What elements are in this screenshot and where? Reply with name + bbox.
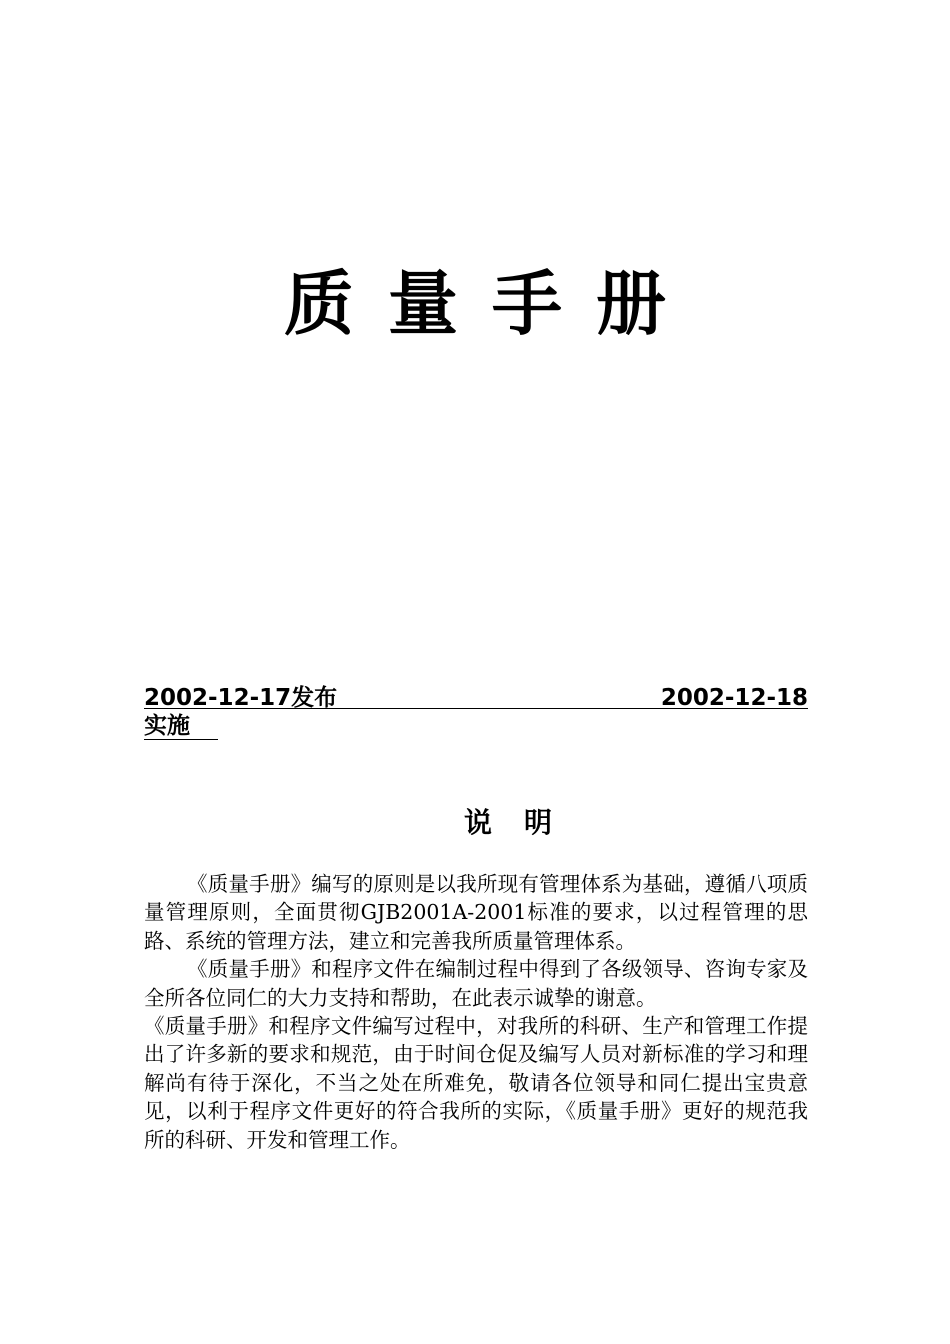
body-text	[144, 870, 808, 1154]
page-title	[0, 262, 950, 346]
heading-char: 明	[524, 806, 553, 839]
implement-date: 2002-12-18	[660, 685, 808, 711]
paragraph: 《质量手册》和程序文件在编制过程中得到了各级领导、咨询专家及全所各位同仁的大力支持和帮助，在此表示诚挚的谢意。	[144, 957, 808, 1010]
heading-char: 说	[463, 806, 492, 839]
publish-date: 2002-12-17发布	[144, 685, 338, 711]
paragraph: 《质量手册》和程序文件编写过程中，对我所的科研、生产和管理工作提出了许多新的要求和规范，由于时间仓促及编写人员对新标准的学习和理解尚有待于深化，不当之处在所难免，敬请各位领导和同仁提出宝贵意见，以利于程序文件更好的符合我所的实际，《质量手册》更好的规范我所的科研、开发和管理工作。	[144, 1014, 808, 1152]
date-line	[144, 684, 808, 709]
implement-line	[144, 712, 218, 740]
title-char: 质	[284, 263, 354, 345]
title-char: 量	[388, 263, 458, 345]
title-char: 手	[492, 263, 562, 345]
title-char: 册	[596, 263, 666, 345]
section-heading	[0, 806, 950, 840]
paragraph: 《质量手册》编写的原则是以我所现有管理体系为基础，遵循八项质量管理原则，全面贯彻GJB2001A-2001标准的要求，以过程管理的思路、系统的管理方法，建立和完善我所质量管理体系。	[144, 872, 808, 953]
implement-label: 实施	[144, 713, 218, 740]
